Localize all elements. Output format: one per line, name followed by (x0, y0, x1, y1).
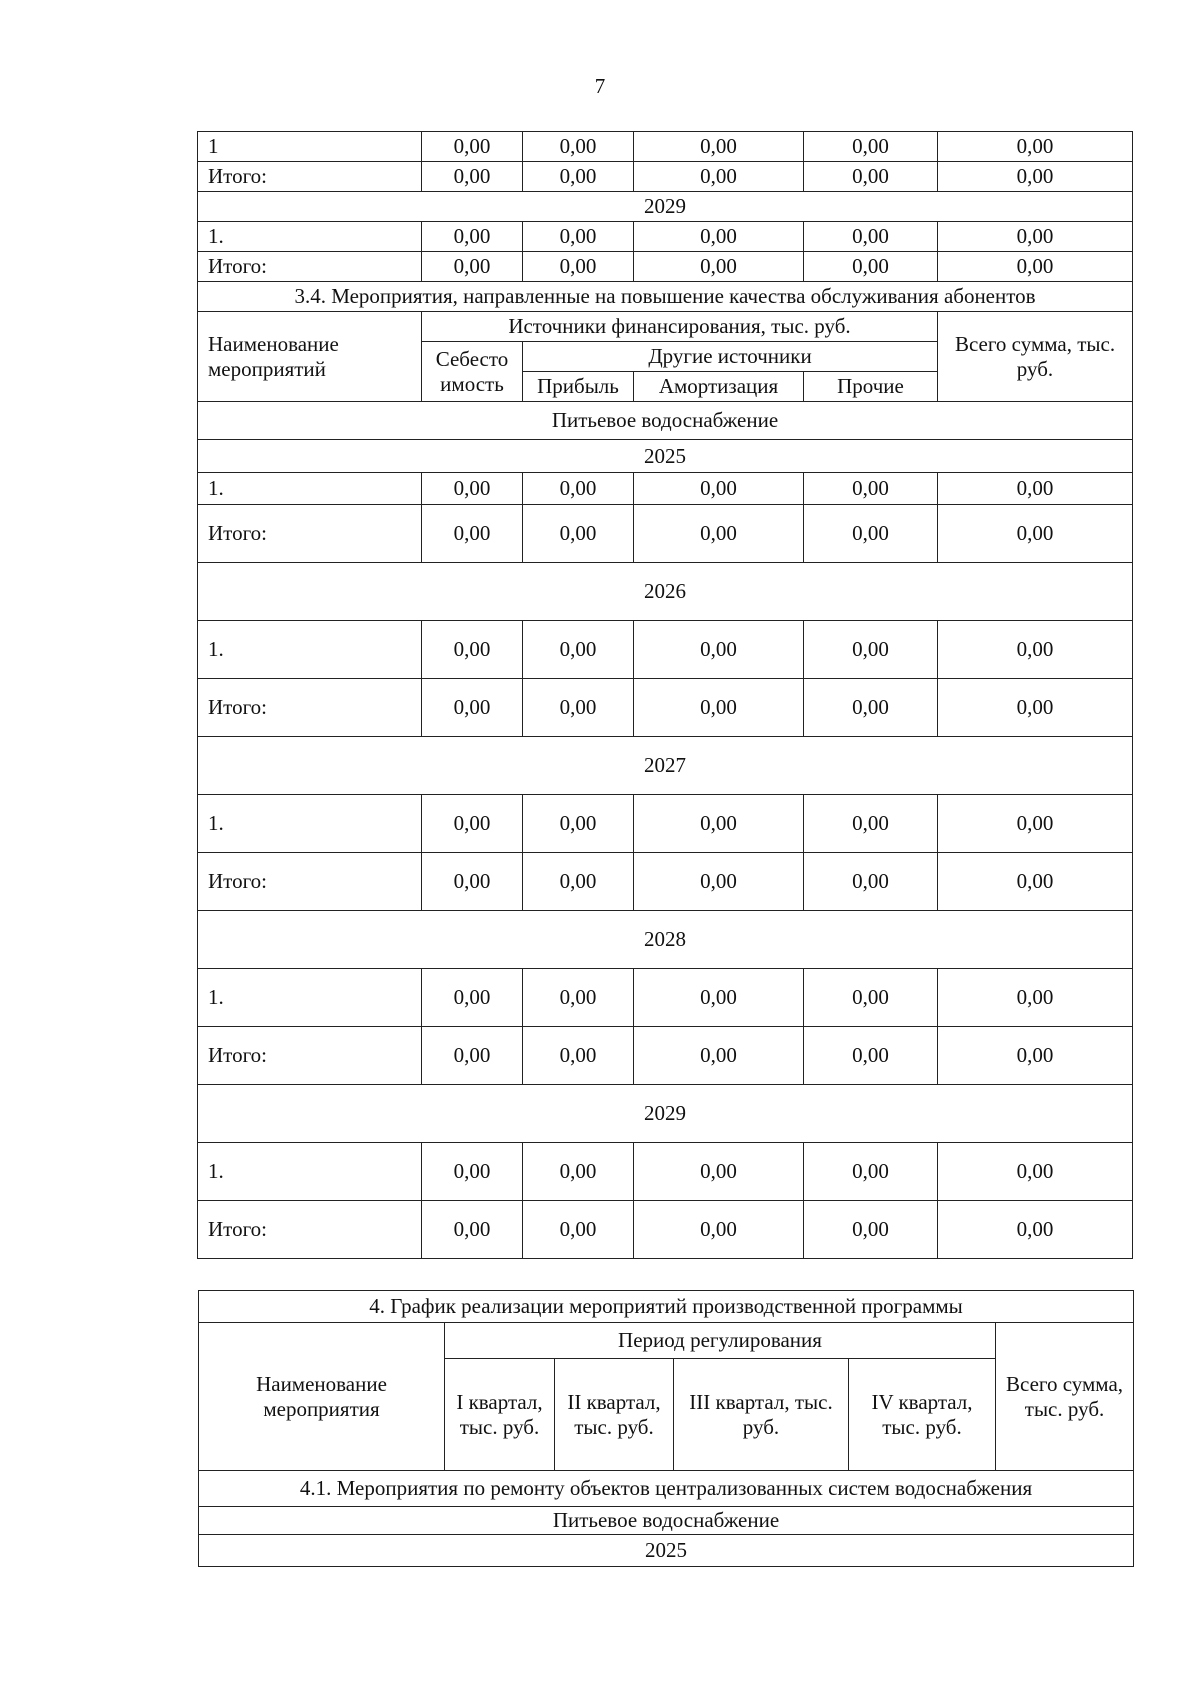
misc-cell: 0,00 (804, 853, 938, 911)
subtitle-row (198, 402, 1133, 440)
profit-cell: 0,00 (523, 1201, 634, 1259)
total-cell: 0,00 (938, 969, 1133, 1027)
profit-cell: 0,00 (523, 969, 634, 1027)
table-row (198, 1201, 1133, 1259)
year-row (198, 737, 1133, 795)
amortization-cell: 0,00 (634, 162, 804, 192)
header-q4: IV квартал, тыс. руб. (849, 1359, 996, 1471)
row-label: Итого: (198, 252, 422, 282)
table-row (198, 621, 1133, 679)
cost-cell: 0,00 (422, 853, 523, 911)
table-row (198, 679, 1133, 737)
misc-cell: 0,00 (804, 795, 938, 853)
year-row (198, 911, 1133, 969)
misc-cell: 0,00 (804, 132, 938, 162)
section-row (199, 1291, 1134, 1323)
total-cell: 0,00 (938, 795, 1133, 853)
amortization-cell: 0,00 (634, 505, 804, 563)
total-cell: 0,00 (938, 853, 1133, 911)
amortization-cell: 0,00 (634, 222, 804, 252)
amortization-cell: 0,00 (634, 795, 804, 853)
table-row (198, 222, 1133, 252)
table-row (198, 473, 1133, 505)
cost-cell: 0,00 (422, 1143, 523, 1201)
total-cell: 0,00 (938, 505, 1133, 563)
misc-cell: 0,00 (804, 1143, 938, 1201)
profit-cell: 0,00 (523, 795, 634, 853)
header-cost: Себесто имость (422, 342, 523, 402)
table-row (198, 795, 1133, 853)
section-row (198, 282, 1133, 312)
profit-cell: 0,00 (523, 853, 634, 911)
subtitle: Питьевое водоснабжение (198, 402, 1133, 440)
header-period: Период регулирования (445, 1323, 996, 1359)
subtitle: Питьевое водоснабжение (199, 1507, 1134, 1535)
header-q1: I квартал, тыс. руб. (445, 1359, 555, 1471)
profit-cell: 0,00 (523, 473, 634, 505)
misc-cell: 0,00 (804, 969, 938, 1027)
profit-cell: 0,00 (523, 132, 634, 162)
profit-cell: 0,00 (523, 252, 634, 282)
misc-cell: 0,00 (804, 473, 938, 505)
year-row (198, 440, 1133, 473)
year-label: 2026 (198, 563, 1133, 621)
amortization-cell: 0,00 (634, 252, 804, 282)
cost-cell: 0,00 (422, 505, 523, 563)
row-label: Итого: (198, 162, 422, 192)
cost-cell: 0,00 (422, 473, 523, 505)
cost-cell: 0,00 (422, 679, 523, 737)
amortization-cell: 0,00 (634, 1027, 804, 1085)
header-name: Наименование мероприятий (198, 312, 422, 402)
amortization-cell: 0,00 (634, 679, 804, 737)
header-name: Наименование мероприятия (199, 1323, 445, 1471)
header-row (199, 1323, 1134, 1359)
row-label: 1. (198, 621, 422, 679)
schedule-table (198, 1290, 1134, 1567)
profit-cell: 0,00 (523, 1027, 634, 1085)
profit-cell: 0,00 (523, 505, 634, 563)
total-cell: 0,00 (938, 1143, 1133, 1201)
misc-cell: 0,00 (804, 252, 938, 282)
amortization-cell: 0,00 (634, 1201, 804, 1259)
profit-cell: 0,00 (523, 222, 634, 252)
financing-table (197, 131, 1133, 1259)
table-row (198, 132, 1133, 162)
cost-cell: 0,00 (422, 969, 523, 1027)
row-label: Итого: (198, 1201, 422, 1259)
cost-cell: 0,00 (422, 222, 523, 252)
header-sources: Источники финансирования, тыс. руб. (422, 312, 938, 342)
profit-cell: 0,00 (523, 621, 634, 679)
misc-cell: 0,00 (804, 1027, 938, 1085)
year-row (199, 1535, 1134, 1567)
section-title: 4. График реализации мероприятий производственной программы (199, 1291, 1134, 1323)
cost-cell: 0,00 (422, 1201, 523, 1259)
year-label: 2029 (198, 1085, 1133, 1143)
header-q2: II квартал, тыс. руб. (555, 1359, 674, 1471)
table-row (198, 969, 1133, 1027)
page-number: 7 (594, 74, 606, 98)
amortization-cell: 0,00 (634, 1143, 804, 1201)
row-label: 1 (198, 132, 422, 162)
header-q3: III квартал, тыс. руб. (674, 1359, 849, 1471)
subsection-title: 4.1. Мероприятия по ремонту объектов централизованных систем водоснабжения (199, 1471, 1134, 1507)
year-label: 2029 (198, 192, 1133, 222)
table-row (198, 1027, 1133, 1085)
row-label: Итого: (198, 853, 422, 911)
header-other: Другие источники (523, 342, 938, 372)
misc-cell: 0,00 (804, 1201, 938, 1259)
table-row (198, 162, 1133, 192)
row-label: 1. (198, 795, 422, 853)
total-cell: 0,00 (938, 621, 1133, 679)
row-label: Итого: (198, 1027, 422, 1085)
row-label: 1. (198, 1143, 422, 1201)
year-label: 2025 (198, 440, 1133, 473)
year-row (198, 563, 1133, 621)
total-cell: 0,00 (938, 222, 1133, 252)
cost-cell: 0,00 (422, 1027, 523, 1085)
header-row (198, 312, 1133, 342)
section-title: 3.4. Мероприятия, направленные на повышение качества обслуживания абонентов (198, 282, 1133, 312)
table-row (198, 505, 1133, 563)
header-misc: Прочие (804, 372, 938, 402)
row-label: Итого: (198, 505, 422, 563)
row-label: Итого: (198, 679, 422, 737)
cost-cell: 0,00 (422, 132, 523, 162)
total-cell: 0,00 (938, 162, 1133, 192)
profit-cell: 0,00 (523, 162, 634, 192)
year-label: 2027 (198, 737, 1133, 795)
cost-cell: 0,00 (422, 621, 523, 679)
section-row (199, 1471, 1134, 1507)
header-profit: Прибыль (523, 372, 634, 402)
misc-cell: 0,00 (804, 505, 938, 563)
table-row (198, 252, 1133, 282)
profit-cell: 0,00 (523, 1143, 634, 1201)
total-cell: 0,00 (938, 132, 1133, 162)
total-cell: 0,00 (938, 1201, 1133, 1259)
year-label: 2028 (198, 911, 1133, 969)
table-row (198, 853, 1133, 911)
total-cell: 0,00 (938, 1027, 1133, 1085)
misc-cell: 0,00 (804, 621, 938, 679)
year-row (198, 192, 1133, 222)
subtitle-row (199, 1507, 1134, 1535)
misc-cell: 0,00 (804, 162, 938, 192)
amortization-cell: 0,00 (634, 621, 804, 679)
header-total: Всего сумма, тыс. руб. (996, 1323, 1134, 1471)
total-cell: 0,00 (938, 679, 1133, 737)
row-label: 1. (198, 473, 422, 505)
misc-cell: 0,00 (804, 222, 938, 252)
total-cell: 0,00 (938, 473, 1133, 505)
row-label: 1. (198, 222, 422, 252)
year-label: 2025 (199, 1535, 1134, 1567)
table-row (198, 1143, 1133, 1201)
row-label: 1. (198, 969, 422, 1027)
misc-cell: 0,00 (804, 679, 938, 737)
header-total: Всего сумма, тыс. руб. (938, 312, 1133, 402)
cost-cell: 0,00 (422, 162, 523, 192)
year-row (198, 1085, 1133, 1143)
amortization-cell: 0,00 (634, 132, 804, 162)
header-amortization: Амортизация (634, 372, 804, 402)
profit-cell: 0,00 (523, 679, 634, 737)
cost-cell: 0,00 (422, 795, 523, 853)
amortization-cell: 0,00 (634, 853, 804, 911)
cost-cell: 0,00 (422, 252, 523, 282)
amortization-cell: 0,00 (634, 473, 804, 505)
total-cell: 0,00 (938, 252, 1133, 282)
amortization-cell: 0,00 (634, 969, 804, 1027)
